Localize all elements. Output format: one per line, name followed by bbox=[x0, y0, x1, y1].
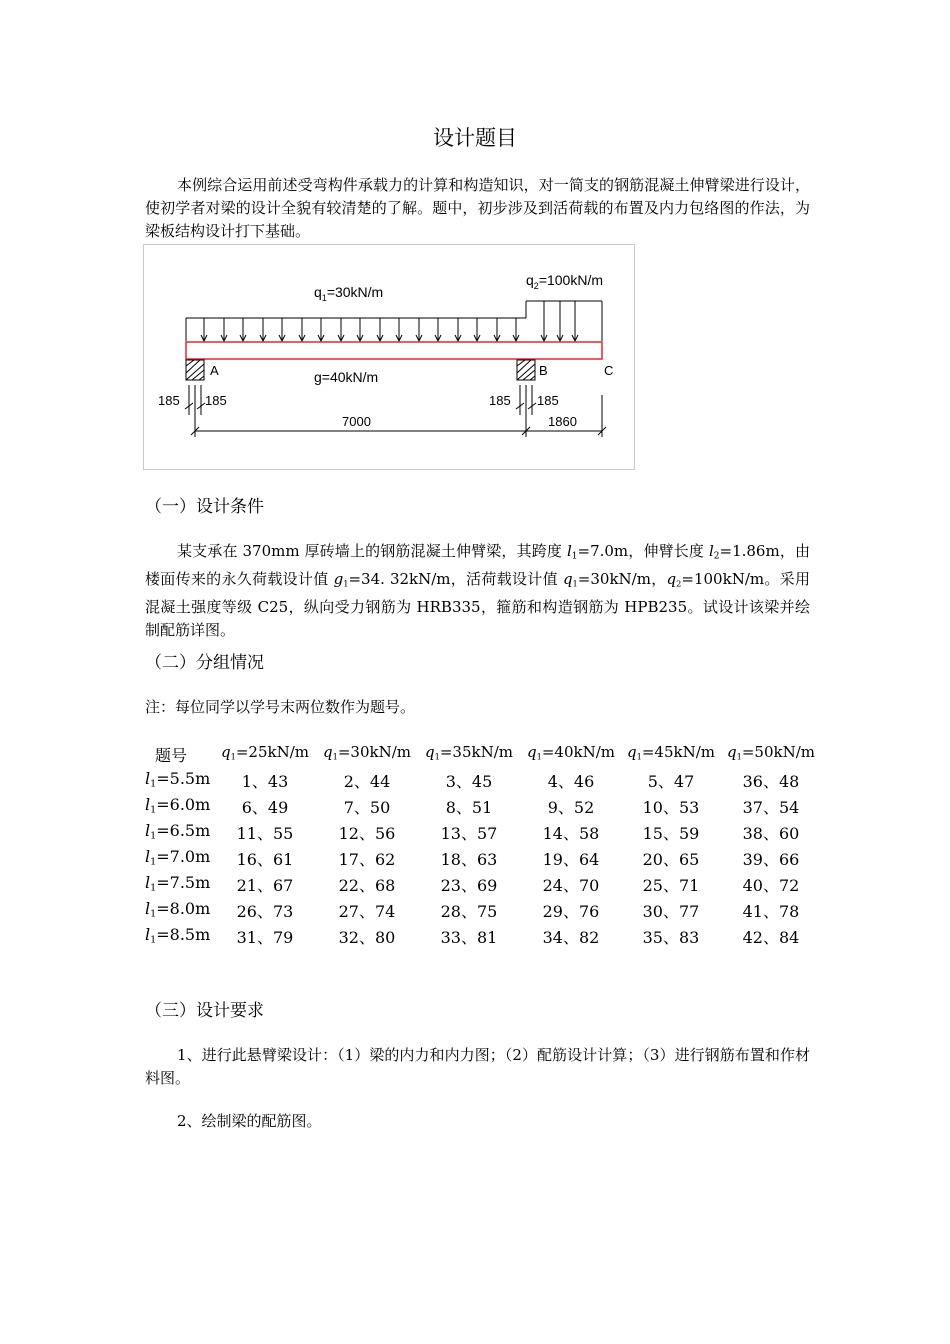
row-label: $l_1=8.0m$ bbox=[145, 899, 211, 920]
table-cell: 1、43 bbox=[241, 772, 289, 791]
dim-a-right: 185 bbox=[205, 393, 227, 408]
intro-paragraph: 本例综合运用前述受弯构件承载力的计算和构造知识，对一简支的钢筋混凝土伸臂梁进行设计，使初学者对梁的设计全貌有较清楚的了解。题中，初步涉及到活荷载的布置及内力包络图的作法，为梁板结构设计打下基础。 bbox=[145, 176, 810, 240]
dim-overhang: 1860 bbox=[548, 414, 577, 429]
table-cell: 14、58 bbox=[542, 824, 600, 843]
table-cell: 41、78 bbox=[742, 902, 800, 921]
row-label: $l_1=6.0m$ bbox=[145, 795, 211, 816]
table-cell: 25、71 bbox=[642, 876, 700, 895]
table-cell: 29、76 bbox=[542, 902, 600, 921]
table-header-cell: q1=40kN/m bbox=[526, 743, 615, 762]
table-cell: 24、70 bbox=[542, 876, 600, 895]
table-cell: 39、66 bbox=[742, 850, 800, 869]
table-header-cell: q1=25kN/m bbox=[220, 743, 309, 762]
table-cell: 2、44 bbox=[343, 772, 391, 791]
table-cell: 6、49 bbox=[241, 798, 289, 817]
table-cell: 16、61 bbox=[236, 850, 294, 869]
table-cell: 8、51 bbox=[445, 798, 493, 817]
table-header-cell: q1=45kN/m bbox=[626, 743, 715, 762]
row-label: $l_1=7.5m$ bbox=[145, 873, 211, 894]
q1-arrows bbox=[201, 318, 519, 341]
table-cell: 18、63 bbox=[440, 850, 498, 869]
table-cell: 33、81 bbox=[440, 928, 498, 947]
table-cell: 27、74 bbox=[338, 902, 396, 921]
table-cell: 7、50 bbox=[343, 798, 391, 817]
table-header-cell: q1=50kN/m bbox=[726, 743, 815, 762]
section2-note: 注：每位同学以学号末两位数作为题号。 bbox=[145, 698, 416, 716]
dim-a-left: 185 bbox=[158, 393, 180, 408]
section1-paragraph: 某支承在 370mm 厚砖墙上的钢筋混凝土伸臂梁，其跨度 $l_1=7.0m$，伸臂长度 $l_2=1.86m$，由楼面传来的永久荷载设计值 g1=34. 32kN/m，活荷载设计值 q1=30kN/m，q2=100kN/m。采用混凝土强度等级 C25，纵向受力钢筋为 HRB335，箍筋和构造钢筋为 HPB235。试设计该梁并绘制配筋详图。 bbox=[145, 542, 810, 639]
section2-heading: （二）分组情况 bbox=[145, 653, 264, 673]
table-cell: 31、79 bbox=[236, 928, 294, 947]
beam-diagram bbox=[143, 244, 635, 470]
table-cell: 38、60 bbox=[742, 824, 800, 843]
support-a bbox=[186, 360, 204, 380]
table-cell: 22、68 bbox=[338, 876, 396, 895]
q2-label: $q_2=100kN/m$ bbox=[526, 272, 604, 291]
q1-label: $q_1=30kN/m$ bbox=[314, 284, 384, 303]
table-cell: 36、48 bbox=[742, 772, 800, 791]
support-b bbox=[517, 360, 535, 380]
section1-heading: （一）设计条件 bbox=[145, 497, 264, 517]
table-header-cell: q1=35kN/m bbox=[424, 743, 513, 762]
label-a: A bbox=[210, 363, 219, 378]
table-cell: 26、73 bbox=[236, 902, 294, 921]
table-cell: 4、46 bbox=[547, 772, 595, 791]
dim-b-left: 185 bbox=[489, 393, 511, 408]
table-cell: 21、67 bbox=[236, 876, 294, 895]
table-header-cell: q1=30kN/m bbox=[322, 743, 411, 762]
table-cell: 28、75 bbox=[440, 902, 498, 921]
table-cell: 9、52 bbox=[547, 798, 595, 817]
beam bbox=[186, 342, 602, 359]
table-cell: 15、59 bbox=[642, 824, 700, 843]
table-cell: 30、77 bbox=[642, 902, 700, 921]
table-cell: 17、62 bbox=[338, 850, 396, 869]
row-label: $l_1=7.0m$ bbox=[145, 847, 211, 868]
q2-arrows bbox=[541, 301, 578, 341]
g-label: g=40kN/m bbox=[314, 369, 379, 385]
table-cell: 34、82 bbox=[542, 928, 600, 947]
table-cell: 5、47 bbox=[647, 772, 695, 791]
requirement-2: 2、绘制梁的配筋图。 bbox=[177, 1112, 322, 1130]
beam-diagram-svg bbox=[144, 245, 634, 469]
table-cell: 13、57 bbox=[440, 824, 498, 843]
page-title: 设计题目 bbox=[433, 126, 517, 150]
dim-b-right: 185 bbox=[537, 393, 559, 408]
dim-span: 7000 bbox=[342, 414, 371, 429]
table-cell: 42、84 bbox=[742, 928, 800, 947]
table-cell: 23、69 bbox=[440, 876, 498, 895]
table-corner: 题号 bbox=[155, 746, 188, 765]
table-cell: 35、83 bbox=[642, 928, 700, 947]
table-cell: 11、55 bbox=[236, 824, 294, 843]
label-c: C bbox=[604, 363, 614, 378]
row-label: $l_1=8.5m$ bbox=[145, 925, 211, 946]
row-label: $l_1=5.5m$ bbox=[145, 769, 211, 790]
table-cell: 19、64 bbox=[542, 850, 600, 869]
table-cell: 20、65 bbox=[642, 850, 700, 869]
table-cell: 3、45 bbox=[445, 772, 493, 791]
table-cell: 32、80 bbox=[338, 928, 396, 947]
table-cell: 40、72 bbox=[742, 876, 800, 895]
row-label: $l_1=6.5m$ bbox=[145, 821, 211, 842]
section3-heading: （三）设计要求 bbox=[145, 1001, 264, 1021]
table-cell: 37、54 bbox=[742, 798, 800, 817]
table-cell: 10、53 bbox=[642, 798, 700, 817]
label-b: B bbox=[539, 363, 548, 378]
table-cell: 12、56 bbox=[338, 824, 396, 843]
requirement-1: 1、进行此悬臂梁设计：（1）梁的内力和内力图；（2）配筋设计计算；（3）进行钢筋布置和作材料图。 bbox=[145, 1046, 810, 1087]
